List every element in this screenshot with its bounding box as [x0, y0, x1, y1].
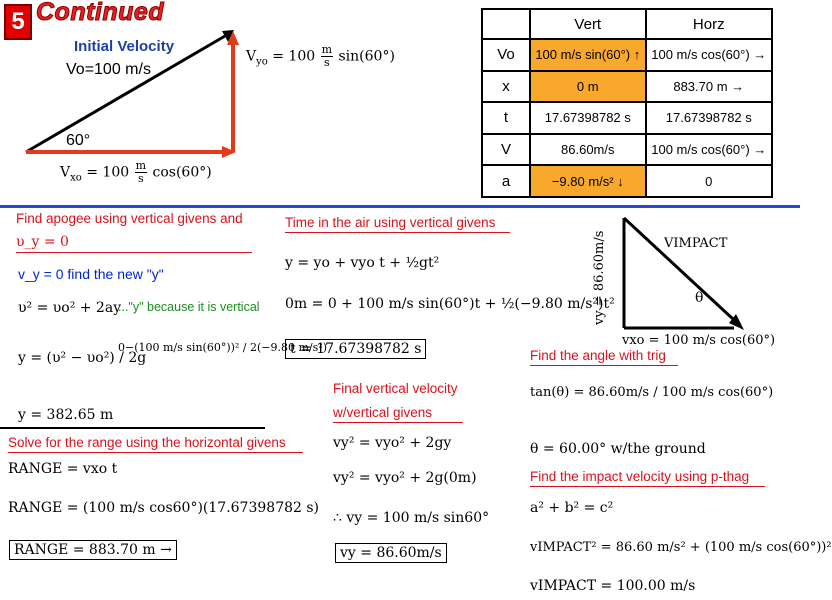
vyo-equation: $V_{yo} = 100$ $\frac{m}{s}$ sin(60°) [246, 43, 395, 69]
cell-vert: 86.60m/s [530, 134, 646, 166]
angle-result: θ = 60.00° w/the ground [530, 441, 706, 457]
apogee-eq1: υ² = υo² + 2ay [18, 300, 122, 316]
theta-label: θ [695, 290, 704, 306]
apogee-eq2-rhs: 0−(100 m/s sin(60°))² / 2(−9.80 m/s²) [118, 341, 327, 354]
apogee-vertical-note: ..."y" because it is vertical [118, 300, 260, 314]
table-row [482, 165, 772, 197]
cell-horz: 100 m/s cos(60°) → [646, 39, 772, 71]
apogee-blue-note: v_y = 0 find the new "y" [18, 266, 164, 282]
impact-heading: Find the impact velocity using p-thag [530, 469, 765, 487]
cell-vert: 100 m/s sin(60°) ↑ [530, 39, 646, 71]
apogee-eq2: y = (υ² − υo²) / 2g [18, 350, 147, 366]
table-row [482, 134, 772, 166]
time-heading: Time in the air using vertical givens [285, 215, 510, 233]
cell-horz: 100 m/s cos(60°) → [646, 134, 772, 166]
time-result: t = 17.67398782 s [285, 339, 426, 359]
apogee-heading: Find apogee using vertical givens and [16, 211, 243, 226]
row-label: x [482, 71, 530, 103]
table-row [482, 39, 772, 71]
range-result: RANGE = 883.70 m → [9, 540, 177, 560]
time-eq2: 0m = 0 + 100 m/s sin(60°)t + ½(−9.80 m/s²)t² [285, 296, 615, 312]
vxo-equation: $V_{xo} = 100$ $\frac{m}{s}$ cos(60°) [60, 159, 212, 185]
section-divider [0, 205, 800, 208]
impact-hypotenuse [624, 218, 734, 320]
vy-impact-label: vy = 86.60m/s [592, 230, 607, 325]
range-eq2: RANGE = (100 m/s cos60°)(17.67398782 s) [8, 500, 320, 516]
cell-vert: 17.67398782 s [530, 102, 646, 134]
row-label: a [482, 165, 530, 197]
cell-vert: 0 m [530, 71, 646, 103]
impact-eq1: a² + b² = c² [530, 500, 614, 516]
impact-velocity-diagram [590, 210, 750, 340]
final-vertical-heading2: w/vertical givens [333, 405, 463, 423]
range-eq1: RANGE = vxo t [8, 461, 118, 477]
table-row [482, 71, 772, 103]
cell-vert: −9.80 m/s² ↓ [530, 165, 646, 197]
angle-eq: tan(θ) = 86.60m/s / 100 m/s cos(60°) [530, 385, 774, 400]
final-vertical-eq1: vy² = vyo² + 2gy [333, 435, 452, 451]
range-heading: Solve for the range using the horizontal givens [8, 435, 303, 453]
vimpact-label: VIMPACT [664, 236, 728, 251]
vo-label: Vo=100 m/s [66, 61, 151, 78]
impact-result: vIMPACT = 100.00 m/s [530, 578, 696, 594]
table-header-vert: Vert [530, 9, 646, 39]
cell-horz: 0 [646, 165, 772, 197]
final-vertical-eq2: vy² = vyo² + 2g(0m) [333, 470, 477, 486]
row-label: V [482, 134, 530, 166]
table-header-blank [482, 9, 530, 39]
slide-number-badge: 5 [4, 4, 32, 40]
apogee-condition: υ_y = 0 [16, 234, 252, 253]
angle-heading: Find the angle with trig [530, 348, 678, 366]
table-row [482, 102, 772, 134]
table-header-horz: Horz [646, 9, 772, 39]
final-vertical-heading1: Final vertical velocity [333, 381, 458, 396]
row-label: Vo [482, 39, 530, 71]
initial-velocity-caption: Initial Velocity [74, 38, 175, 55]
slide-title: Continued [36, 0, 165, 26]
cell-horz: 17.67398782 s [646, 102, 772, 134]
apogee-result: y = 382.65 m [18, 407, 114, 423]
row-label: t [482, 102, 530, 134]
impact-eq2: vIMPACT² = 86.60 m/s² + (100 m/s cos(60°))² [530, 540, 832, 555]
final-vertical-eq3: ∴ vy = 100 m/s sin60° [333, 510, 490, 526]
kinematics-table [481, 8, 773, 198]
table-header-row [482, 9, 772, 39]
time-eq1: y = yo + vyo t + ½gt² [285, 255, 440, 271]
vxo-impact-label: vxo = 100 m/s cos(60°) [622, 333, 776, 348]
section-separator [0, 427, 265, 429]
cell-horz: 883.70 m → [646, 71, 772, 103]
angle-label: 60° [66, 132, 91, 149]
final-vertical-result: vy = 86.60m/s [335, 543, 447, 563]
